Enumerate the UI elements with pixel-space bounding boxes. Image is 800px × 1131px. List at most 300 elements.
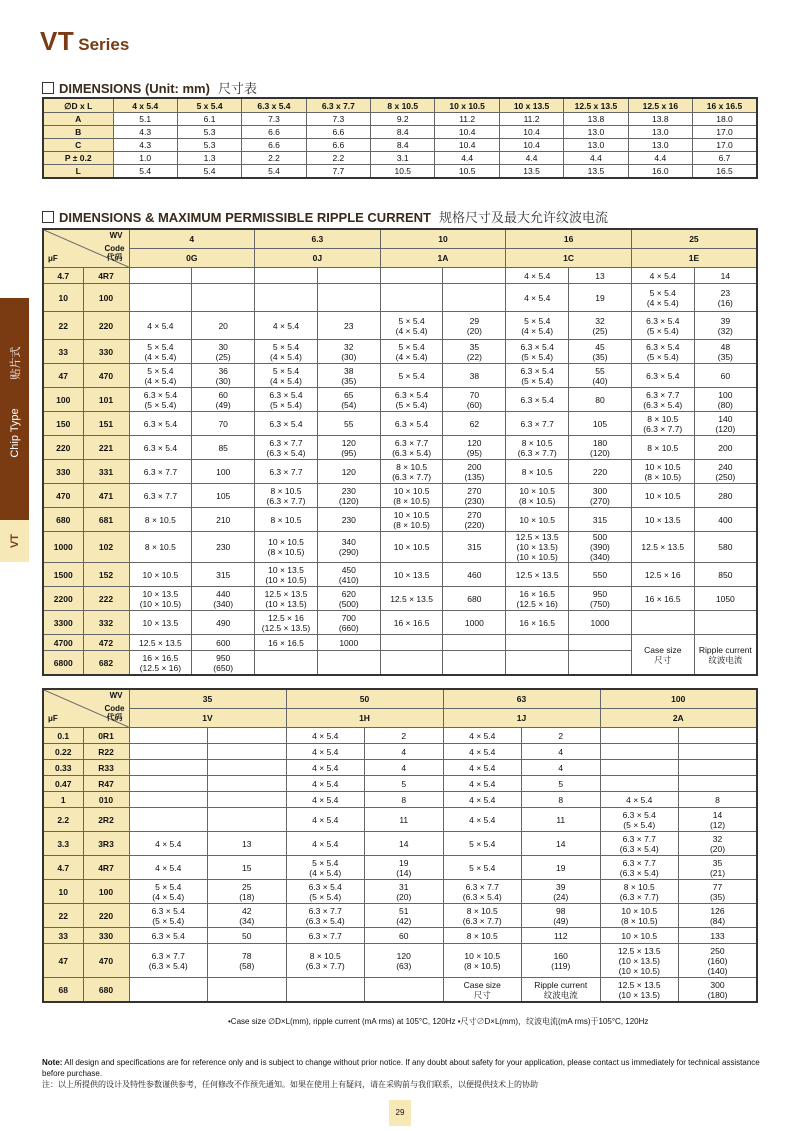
note-en: All design and specifications are for reference only and is subject to change without prior notice. If any doubt about safety for your application, please contact us immediately for technical assistance before purchase.	[42, 1058, 760, 1078]
code-cell: 681	[83, 508, 129, 532]
dimension-label: C	[43, 139, 113, 152]
dimension-value: 8.4	[371, 139, 435, 152]
ripple-current-cell: 550	[569, 563, 632, 587]
case-size-cell: 6.3 × 7.7 (6.3 × 5.4)	[631, 388, 694, 412]
case-size-cell	[129, 808, 208, 832]
footnote: •Case size ∅D×L(mm), ripple current (mA rms) at 105°C, 120Hz •尺寸∅D×L(mm)，纹波电流(mA rms)于105°C, 120Hz	[228, 1017, 649, 1026]
case-size-cell: 6.3 × 5.4	[506, 388, 569, 412]
ripple-current-cell: 35 (22)	[443, 340, 506, 364]
ripple-current-cell: 460	[443, 563, 506, 587]
case-size-cell: 16 × 16.5	[506, 611, 569, 635]
ripple-current-cell: 160 (119)	[522, 944, 601, 978]
case-size-cell: 12.5 × 13.5 (10 × 13.5) (10 × 10.5)	[600, 944, 679, 978]
case-size-cell	[255, 284, 318, 312]
capacitance-cell: 4.7	[43, 268, 83, 284]
case-size-cell: 5 × 5.4 (4 × 5.4)	[255, 364, 318, 388]
voltage-code-header: 2A	[600, 709, 757, 728]
note	[42, 1057, 762, 1090]
case-size-cell: 6.3 × 7.7 (6.3 × 5.4)	[380, 436, 443, 460]
sidebar-label-en: Chip Type	[8, 408, 21, 458]
ripple-current-cell: 13	[208, 832, 287, 856]
table-row	[43, 856, 757, 880]
case-size-cell: 10 × 10.5	[600, 928, 679, 944]
case-size-cell: 8 × 10.5	[631, 436, 694, 460]
ripple-current-cell	[443, 284, 506, 312]
case-size-cell: 6.3 × 7.7	[129, 484, 192, 508]
code-cell: 102	[83, 532, 129, 563]
case-size-cell	[129, 744, 208, 760]
dimension-value: 17.0	[693, 139, 757, 152]
ripple-current-cell: 315	[443, 532, 506, 563]
case-size-cell: 10 × 10.5	[506, 508, 569, 532]
sidebar-label-vt: VT	[8, 533, 21, 549]
dimension-value: 4.3	[113, 139, 177, 152]
case-size-cell: 5 × 5.4 (4 × 5.4)	[506, 312, 569, 340]
case-size-cell: 5 × 5.4 (4 × 5.4)	[129, 340, 192, 364]
ripple-current-cell: 440 (340)	[192, 587, 255, 611]
case-size-cell	[600, 760, 679, 776]
case-size-cell: 12.5 × 13.5 (10 × 13.5)	[255, 587, 318, 611]
dimension-label: A	[43, 113, 113, 126]
table-row	[43, 760, 757, 776]
uf-label: μF	[48, 254, 58, 263]
code-cell: 330	[83, 340, 129, 364]
ripple-current-cell: 240 (250)	[694, 460, 757, 484]
case-size-cell: 5 × 5.4 (4 × 5.4)	[380, 340, 443, 364]
case-size-cell: 8 × 10.5	[129, 532, 192, 563]
case-size-cell: 6.3 × 7.7 (6.3 × 5.4)	[129, 944, 208, 978]
dimensions-title-cn: 尺寸表	[217, 82, 257, 97]
ripple-current-cell: 250 (160) (140)	[679, 944, 758, 978]
case-size-cell: 4 × 5.4	[286, 792, 365, 808]
ripple-current-cell: 45 (35)	[569, 340, 632, 364]
case-size-cell	[129, 760, 208, 776]
ripple-current-cell: 8	[679, 792, 758, 808]
case-size-cell: 10 × 10.5 (8 × 10.5)	[255, 532, 318, 563]
series-label: Series	[78, 35, 130, 54]
ripple-current-cell: 105	[569, 412, 632, 436]
case-size-header: 6.3 x 5.4	[242, 98, 306, 113]
code-cell: 220	[83, 312, 129, 340]
case-size-cell: 6.3 × 7.7 (6.3 × 5.4)	[600, 832, 679, 856]
case-size-cell: 6.3 × 5.4 (5 × 5.4)	[255, 388, 318, 412]
ripple-current-cell	[443, 651, 506, 676]
dimension-value: 5.3	[177, 126, 241, 139]
case-size-cell: 5 × 5.4 (4 × 5.4)	[129, 364, 192, 388]
capacitance-cell: 4700	[43, 635, 83, 651]
table-row	[43, 944, 757, 978]
case-size-cell: 5 × 5.4 (4 × 5.4)	[255, 340, 318, 364]
code-cell: 152	[83, 563, 129, 587]
ripple-current-cell: 4	[365, 760, 444, 776]
case-size-cell: 6.3 × 7.7	[255, 460, 318, 484]
code-cell: 100	[83, 880, 129, 904]
code-cell: 682	[83, 651, 129, 676]
dimension-value: 6.6	[306, 126, 370, 139]
ripple-current-cell: 950 (750)	[569, 587, 632, 611]
capacitance-cell: 68	[43, 978, 83, 1003]
voltage-header: 6.3	[255, 229, 381, 249]
voltage-code-header: 1A	[380, 249, 506, 268]
ripple-current-cell	[208, 792, 287, 808]
case-size-cell: 8 × 10.5 (6.3 × 7.7)	[286, 944, 365, 978]
dimensions-table	[42, 97, 758, 179]
dimension-value: 16.0	[628, 165, 692, 179]
code-cell: 470	[83, 364, 129, 388]
case-size-cell	[506, 651, 569, 676]
capacitance-cell: 22	[43, 904, 83, 928]
capacitance-cell: 470	[43, 484, 83, 508]
dimension-value: 6.7	[693, 152, 757, 165]
case-size-cell: 5 × 5.4	[380, 364, 443, 388]
voltage-header: 35	[129, 689, 286, 709]
dimension-value: 6.6	[242, 139, 306, 152]
case-size-cell: 12.5 × 16	[631, 563, 694, 587]
ripple-current-cell: 14	[694, 268, 757, 284]
ripple-current-cell: 77 (35)	[679, 880, 758, 904]
ripple-current-cell	[569, 635, 632, 651]
table-row	[43, 152, 757, 165]
ripple-current-cell: 1000	[443, 611, 506, 635]
code-label: Code 代码	[104, 704, 125, 722]
case-size-cell: 8 × 10.5 (6.3 × 7.7)	[255, 484, 318, 508]
code-cell: 470	[83, 944, 129, 978]
ripple-current-cell: 500 (390) (340)	[569, 532, 632, 563]
code-cell: 4R7	[83, 268, 129, 284]
capacitance-cell: 330	[43, 460, 83, 484]
table-row	[43, 904, 757, 928]
ripple-current-cell	[192, 268, 255, 284]
table-row	[43, 412, 757, 436]
case-size-cell: 12.5 × 13.5 (10 × 13.5)	[600, 978, 679, 1003]
case-size-cell: 4 × 5.4	[506, 268, 569, 284]
code-cell: 332	[83, 611, 129, 635]
ripple-current-cell	[679, 744, 758, 760]
dimension-value: 13.0	[564, 139, 628, 152]
code-cell: R33	[83, 760, 129, 776]
case-size-cell: 10 × 13.5	[129, 611, 192, 635]
voltage-header: 63	[443, 689, 600, 709]
case-size-cell: 6.3 × 7.7	[129, 460, 192, 484]
ripple-current-cell: 100	[192, 460, 255, 484]
capacitance-cell: 150	[43, 412, 83, 436]
case-size-cell: 4 × 5.4	[286, 832, 365, 856]
ripple-current-cell: 65 (54)	[317, 388, 380, 412]
ripple-current-cell: 700 (660)	[317, 611, 380, 635]
case-size-header: 6.3 x 7.7	[306, 98, 370, 113]
ripple-current-cell: 19	[522, 856, 601, 880]
note-cn: 注：以上所提供的设计及特性参数谨供参考，任何修改不作预先通知。如果在使用上有疑问，请在采购前与我们联系，以便提供技术上的协助	[42, 1080, 538, 1089]
case-size-cell	[255, 651, 318, 676]
case-size-cell: 4 × 5.4	[255, 312, 318, 340]
table-row	[43, 928, 757, 944]
code-cell: 472	[83, 635, 129, 651]
ripple-current-cell: 36 (30)	[192, 364, 255, 388]
case-size-cell: 6.3 × 5.4	[129, 928, 208, 944]
code-cell: 331	[83, 460, 129, 484]
case-size-cell: 10 × 10.5 (8 × 10.5)	[380, 484, 443, 508]
case-size-header: 10 x 10.5	[435, 98, 499, 113]
ripple-current-cell: 39 (24)	[522, 880, 601, 904]
ripple-current-cell: 200	[694, 436, 757, 460]
case-size-cell: 4 × 5.4	[286, 808, 365, 832]
ripple-current-cell: 48 (35)	[694, 340, 757, 364]
ripple-current-cell: 80	[569, 388, 632, 412]
ripple-current-cell: 180 (120)	[569, 436, 632, 460]
ripple-current-cell: 11	[365, 808, 444, 832]
case-size-cell	[129, 268, 192, 284]
case-size-cell	[255, 268, 318, 284]
table-row	[43, 312, 757, 340]
case-size-cell: 12.5 × 16 (12.5 × 13.5)	[255, 611, 318, 635]
ripple-current-cell: 32 (25)	[569, 312, 632, 340]
dimension-value: 8.4	[371, 126, 435, 139]
ripple-title-cn: 规格尺寸及最大允许纹波电流	[438, 211, 608, 226]
ripple-current-cell: 133	[679, 928, 758, 944]
table-row	[43, 832, 757, 856]
table-row	[43, 460, 757, 484]
case-size-cell: 6.3 × 7.7 (6.3 × 5.4)	[600, 856, 679, 880]
ripple-current-cell: 19	[569, 284, 632, 312]
table-row	[43, 165, 757, 179]
case-size-header: 10 x 13.5	[499, 98, 563, 113]
table-row	[43, 388, 757, 412]
dimension-value: 16.5	[693, 165, 757, 179]
table-row	[43, 635, 757, 651]
voltage-code-header: 0G	[129, 249, 255, 268]
case-size-cell: 5 × 5.4 (4 × 5.4)	[380, 312, 443, 340]
ripple-current-cell: 126 (84)	[679, 904, 758, 928]
ripple-current-cell: 270 (220)	[443, 508, 506, 532]
table-row	[43, 587, 757, 611]
code-cell: R47	[83, 776, 129, 792]
dimension-value: 6.1	[177, 113, 241, 126]
capacitance-cell: 3300	[43, 611, 83, 635]
table-row	[43, 532, 757, 563]
voltage-header: 4	[129, 229, 255, 249]
ripple-current-cell: 2	[522, 728, 601, 744]
case-size-cell: 10 × 10.5	[380, 532, 443, 563]
case-size-cell: 10 × 13.5 (10 × 10.5)	[129, 587, 192, 611]
case-size-cell: 5 × 5.4 (4 × 5.4)	[631, 284, 694, 312]
dimension-value: 5.4	[242, 165, 306, 179]
case-size-cell: 12.5 × 13.5	[631, 532, 694, 563]
voltage-code-header: 1E	[631, 249, 757, 268]
ripple-current-cell	[192, 284, 255, 312]
case-size-cell: 10 × 10.5 (8 × 10.5)	[380, 508, 443, 532]
dimension-value: 7.7	[306, 165, 370, 179]
table-row	[43, 268, 757, 284]
ripple-current-cell: 51 (42)	[365, 904, 444, 928]
table-row	[43, 880, 757, 904]
case-size-cell: 10 × 10.5 (8 × 10.5)	[600, 904, 679, 928]
case-size-cell: 4 × 5.4	[286, 728, 365, 744]
ripple-current-cell: 400	[694, 508, 757, 532]
table-row	[43, 113, 757, 126]
case-size-cell: 8 × 10.5 (6.3 × 7.7)	[443, 904, 522, 928]
capacitance-cell: 680	[43, 508, 83, 532]
voltage-code-header: 1H	[286, 709, 443, 728]
dimension-value: 13.8	[628, 113, 692, 126]
ripple-table-high-voltage	[42, 688, 758, 1003]
dimension-value: 4.3	[113, 126, 177, 139]
case-size-cell	[129, 776, 208, 792]
ripple-current-cell: 230	[317, 508, 380, 532]
case-size-cell	[631, 635, 694, 676]
voltage-code-header: 1J	[443, 709, 600, 728]
dimension-label: L	[43, 165, 113, 179]
code-cell: 101	[83, 388, 129, 412]
ripple-current-cell: 120	[317, 460, 380, 484]
dimension-value: 5.4	[113, 165, 177, 179]
dimensions-heading	[42, 78, 257, 97]
dimension-value: 13.0	[564, 126, 628, 139]
ripple-current-cell: 1000	[569, 611, 632, 635]
ripple-current-cell: 230	[192, 532, 255, 563]
voltage-header: 10	[380, 229, 506, 249]
capacitance-cell: 0.33	[43, 760, 83, 776]
ripple-current-cell: 60	[694, 364, 757, 388]
ripple-current-cell: 5	[522, 776, 601, 792]
ripple-current-cell: 490	[192, 611, 255, 635]
ripple-current-cell: 105	[192, 484, 255, 508]
ripple-current-cell: 29 (20)	[443, 312, 506, 340]
code-label: Code 代码	[104, 244, 125, 262]
legend-ripple-current: Ripple current 纹波电流	[698, 644, 752, 665]
case-size-cell: 6.3 × 5.4	[631, 364, 694, 388]
case-size-cell: 6.3 × 5.4 (5 × 5.4)	[129, 904, 208, 928]
case-size-cell: 10 × 10.5 (8 × 10.5)	[443, 944, 522, 978]
ripple-current-cell	[679, 776, 758, 792]
dimension-value: 1.0	[113, 152, 177, 165]
case-size-cell: 5 × 5.4	[443, 832, 522, 856]
ripple-current-cell: 4	[365, 744, 444, 760]
case-size-cell: 10 × 10.5 (8 × 10.5)	[631, 460, 694, 484]
case-size-cell: 12.5 × 13.5 (10 × 13.5) (10 × 10.5)	[506, 532, 569, 563]
ripple-current-cell: 220	[569, 460, 632, 484]
case-size-cell: 4 × 5.4	[286, 760, 365, 776]
ripple-current-cell: 78 (58)	[208, 944, 287, 978]
legend-ripple-current: Ripple current 纹波电流	[534, 979, 588, 1000]
case-size-cell: 4 × 5.4	[129, 856, 208, 880]
table-row	[43, 508, 757, 532]
ripple-current-cell	[208, 728, 287, 744]
ripple-current-cell: 680	[443, 587, 506, 611]
case-size-cell: 6.3 × 7.7	[286, 928, 365, 944]
ripple-current-cell	[694, 611, 757, 635]
capacitance-cell: 10	[43, 284, 83, 312]
legend-case-size: Case size 尺寸	[463, 979, 501, 1000]
case-size-cell: 6.3 × 7.7 (6.3 × 5.4)	[286, 904, 365, 928]
ripple-current-cell: 38	[443, 364, 506, 388]
case-size-cell: 4 × 5.4	[600, 792, 679, 808]
note-label: Note:	[42, 1058, 63, 1067]
ripple-current-cell: 11	[522, 808, 601, 832]
case-size-cell: 10 × 13.5	[631, 508, 694, 532]
ripple-current-cell	[522, 978, 601, 1003]
dimension-value: 10.4	[435, 139, 499, 152]
dimension-value: 13.0	[628, 126, 692, 139]
case-size-cell	[600, 744, 679, 760]
dimension-value: 13.0	[628, 139, 692, 152]
dimension-value: 2.2	[306, 152, 370, 165]
capacitance-cell: 220	[43, 436, 83, 460]
dimension-corner-header: ∅D x L	[43, 98, 113, 113]
ripple-current-cell: 35 (21)	[679, 856, 758, 880]
capacitance-cell: 1000	[43, 532, 83, 563]
ripple-current-cell	[208, 760, 287, 776]
case-size-cell: 4 × 5.4	[506, 284, 569, 312]
dimension-value: 11.2	[435, 113, 499, 126]
ripple-current-cell: 55	[317, 412, 380, 436]
ripple-current-cell: 25 (18)	[208, 880, 287, 904]
code-cell: R22	[83, 744, 129, 760]
dimension-value: 5.1	[113, 113, 177, 126]
table-row	[43, 126, 757, 139]
ripple-current-cell: 60	[365, 928, 444, 944]
ripple-current-cell: 14	[365, 832, 444, 856]
dimension-value: 4.4	[564, 152, 628, 165]
case-size-cell: 4 × 5.4	[129, 832, 208, 856]
ripple-current-cell	[443, 635, 506, 651]
voltage-header: 16	[506, 229, 632, 249]
ripple-current-cell: 14	[522, 832, 601, 856]
dimension-value: 10.5	[435, 165, 499, 179]
case-size-cell: 6.3 × 5.4 (5 × 5.4)	[631, 312, 694, 340]
ripple-current-cell: 120 (95)	[317, 436, 380, 460]
case-size-cell: 6.3 × 5.4	[129, 436, 192, 460]
table-row	[43, 611, 757, 635]
case-size-cell: 10 × 13.5	[380, 563, 443, 587]
case-size-cell	[286, 978, 365, 1003]
code-cell: 680	[83, 978, 129, 1003]
case-size-cell	[600, 728, 679, 744]
ripple-title: DIMENSIONS & MAXIMUM PERMISSIBLE RIPPLE CURRENT	[59, 210, 431, 225]
ripple-current-cell: 600	[192, 635, 255, 651]
uf-label: μF	[48, 714, 58, 723]
case-size-cell: 16 × 16.5	[255, 635, 318, 651]
ripple-current-cell: 39 (32)	[694, 312, 757, 340]
case-size-cell: 6.3 × 5.4 (5 × 5.4)	[600, 808, 679, 832]
table-row	[43, 744, 757, 760]
case-size-cell: 8 × 10.5	[129, 508, 192, 532]
capacitance-cell: 0.47	[43, 776, 83, 792]
voltage-header: 100	[600, 689, 757, 709]
code-cell: 0R1	[83, 728, 129, 744]
case-size-cell: 16 × 16.5 (12.5 × 16)	[506, 587, 569, 611]
ripple-current-cell	[208, 744, 287, 760]
ripple-current-cell: 620 (500)	[317, 587, 380, 611]
capacitance-cell: 0.1	[43, 728, 83, 744]
wv-label: WV	[109, 691, 123, 700]
table-row	[43, 728, 757, 744]
case-size-cell: 10 × 10.5 (8 × 10.5)	[506, 484, 569, 508]
table-row	[43, 776, 757, 792]
ripple-current-cell: 30 (25)	[192, 340, 255, 364]
capacitance-cell: 1	[43, 792, 83, 808]
case-size-cell	[380, 651, 443, 676]
dimension-value: 6.6	[306, 139, 370, 152]
dimension-value: 5.3	[177, 139, 241, 152]
case-size-header: 4 x 5.4	[113, 98, 177, 113]
capacitance-cell: 47	[43, 944, 83, 978]
case-size-cell: 6.3 × 7.7	[506, 412, 569, 436]
code-cell: 2R2	[83, 808, 129, 832]
case-size-cell: 12.5 × 13.5	[506, 563, 569, 587]
ripple-current-cell: 23 (16)	[694, 284, 757, 312]
series-name: VT	[40, 26, 75, 56]
ripple-current-cell	[694, 635, 757, 676]
